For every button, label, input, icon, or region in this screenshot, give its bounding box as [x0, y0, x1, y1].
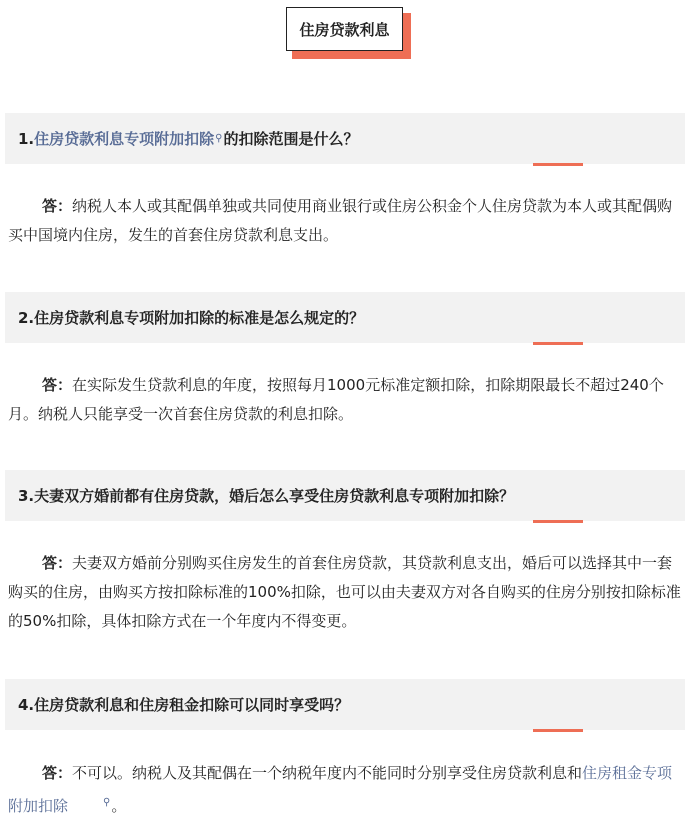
answer-3: [8, 549, 685, 636]
search-icon[interactable]: ⚲: [103, 797, 111, 808]
answer-end: 。: [111, 797, 127, 815]
question-bar-3: [5, 470, 685, 521]
question-text: 的扣除范围是什么？: [223, 130, 359, 148]
accent-underline: [533, 163, 583, 166]
question-number: 1.: [18, 129, 35, 148]
deduction-link[interactable]: 住房贷款利息专项附加扣除: [34, 130, 215, 148]
answer-text: 在实际发生贷款利息的年度，按照每月1000元标准定额扣除，扣除期限最长不超过240个月。纳税人只能享受一次首套住房贷款的利息扣除。: [8, 376, 664, 423]
question-text: 2.住房贷款利息专项附加扣除的标准是怎么规定的？: [18, 309, 365, 327]
accent-underline: [533, 729, 583, 732]
answer-label: 答：: [42, 554, 73, 572]
answer-text: 夫妻双方婚前分别购买住房发生的首套住房贷款，其贷款利息支出，婚后可以选择其中一套购买的住房，由购买方按扣除标准的100%扣除，也可以由夫妻双方对各自购买的住房分别按扣除标准的50%扣除，具体扣除方式在一个年度内不得变更。: [8, 554, 681, 630]
question-bar-2: [5, 292, 685, 343]
answer-1: [8, 192, 685, 250]
answer-label: 答：: [42, 376, 73, 394]
question-bar-4: [5, 679, 685, 730]
answer-label: 答：: [42, 197, 73, 215]
answer-text: 不可以。纳税人及其配偶在一个纳税年度内不能同时分别享受住房贷款利息和: [72, 764, 583, 782]
accent-underline: [533, 520, 583, 523]
answer-text: 纳税人本人或其配偶单独或共同使用商业银行或住房公积金个人住房贷款为本人或其配偶购买中国境内住房，发生的首套住房贷款利息支出。: [8, 197, 673, 244]
answer-label: 答：: [42, 764, 73, 782]
search-icon[interactable]: ⚲: [215, 133, 223, 144]
accent-underline: [533, 342, 583, 345]
answer-2: [8, 371, 685, 429]
question-bar-1: [5, 113, 685, 164]
section-title-text: 住房贷款利息: [286, 7, 403, 51]
answer-4: [8, 759, 685, 821]
section-title: [286, 7, 411, 59]
question-text: 3.夫妻双方婚前都有住房贷款，婚后怎么享受住房贷款利息专项附加扣除？: [18, 487, 515, 505]
rent-deduction-link[interactable]: 住房租金专项附加扣除: [8, 764, 673, 815]
question-text: 4.住房贷款利息和住房租金扣除可以同时享受吗？: [18, 696, 350, 714]
